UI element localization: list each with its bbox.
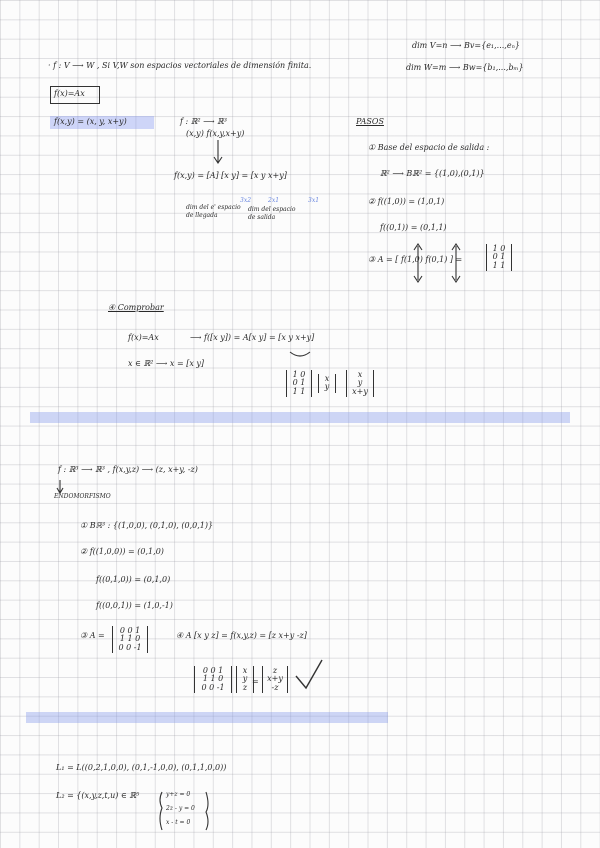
check-vector-y: y [324,382,330,392]
dim-label-3: 3x1 [308,197,320,204]
check-result-1: x [357,370,363,379]
s2-A-row-3: 0 0 -1 [118,642,142,652]
section2-map: f : ℝ³ ⟶ ℝ³ , f(x,y,z) ⟶ (z, x+y, -z) [58,465,198,474]
note-departure: dim del espacio de salida [248,206,296,221]
brace-icon [290,352,310,356]
s2-verify-vec-x: x [242,666,248,675]
s2-verify-vec-z: z [242,682,248,692]
column-arrow-icon-2 [452,244,460,282]
step2a: ② f((1,0)) = (1,0,1) [368,197,445,206]
L2-definition: L₂ = {(x,y,z,t,u) ∈ ℝ⁵ [56,791,140,800]
s2-verify-equals: = [252,677,259,686]
dim-label-1: 3x2 [240,197,252,204]
s2-verify-res-3: -z [271,682,279,692]
step2b: f((0,1)) = (0,1,1) [380,223,447,232]
down-arrow-icon [214,140,222,163]
s2-verify-row-1: 0 0 1 [202,666,224,675]
s2-step2c: f((0,0,1)) = (1,0,-1) [96,601,173,610]
fx-ax: f(x)=Ax [54,89,85,98]
check-result-2: y [357,378,363,388]
map-pairs: (x,y) f(x,y,x+y) [186,129,245,138]
s2-verify-vec-y: y [242,674,248,684]
step3-row-1: 1 0 [492,244,506,253]
step3-row-2: 0 1 [492,252,506,262]
check-vector-x: x [324,374,330,383]
step1-basis: ℝ² ⟶ Bℝ² = {(1,0),(0,1)} [380,169,485,178]
matrix-equation: f(x,y) = [A] [x y] = [x y x+y] [174,171,287,180]
step3-row-3: 1 1 [492,260,506,270]
check-domain: x ∈ ℝ² ⟶ x = [x y] [128,359,205,368]
endomorfismo-label: ENDOMORFISMO [54,493,111,500]
dim-w-line: dim W=m ⟶ Bw={b₁,...,bₘ} [406,63,524,72]
L2-eq-1: y+z = 0 [166,791,191,798]
system-brace-icon [160,792,162,830]
s2-step2a: ② f((1,0,0)) = (0,1,0) [80,547,164,556]
s2-A-row-2: 1 1 0 [119,634,141,644]
dim-v-line: dim V=n ⟶ Bv={e₁,...,eₙ} [412,41,520,50]
intro-line: · f : V ⟶ W , Si V,W son espacios vectoriales de dimensión finita. [48,61,312,70]
note-arrival: dim del e' espacio de llegada [186,204,241,219]
L2-eq-3: x - t = 0 [166,819,191,826]
dim-label-2: 2x1 [268,197,280,204]
s2-step1: ① Bℝ³ : {(1,0,0), (0,1,0), (0,0,1)} [80,521,214,530]
step4-title: ④ Comprobar [108,303,164,312]
s2-A-row-1: 0 0 1 [119,626,141,635]
L1-definition: L₁ = L((0,2,1,0,0), (0,1,-1,0,0), (0,1,1,0,0)) [56,763,227,772]
checkmark-icon [296,660,322,688]
s2-verify-res-1: z [272,666,278,675]
s2-verify-row-2: 1 1 0 [202,674,224,684]
s2-step4: ④ A [x y z] = f(x,y,z) = [z x+y -z] [176,631,307,640]
step1: ① Base del espacio de salida : [368,143,490,152]
s2-verify-row-3: 0 0 -1 [201,682,225,692]
pasos-title: PASOS [356,117,384,126]
example-map: f(x,y) = (x, y, x+y) [54,117,127,126]
check-result-3: x+y [352,386,368,396]
step3: ③ A = [ f(1,0) f(0,1) ] = [368,255,463,264]
check-rhs: ⟶ f([x y]) = A[x y] = [x y x+y] [190,333,315,342]
check-matrix-row-1: 1 0 [292,370,306,379]
map-top: f : ℝ² ⟶ ℝ³ [180,117,228,126]
L2-eq-2: 2z - y = 0 [166,805,195,812]
check-matrix-row-2: 0 1 [292,378,306,388]
system-brace-right-icon [206,792,208,830]
s2-step2b: f((0,1,0)) = (0,1,0) [96,575,171,584]
column-arrow-icon [414,244,422,282]
s2-verify-res-2: x+y [267,674,283,684]
s2-step3: ③ A = [80,631,105,640]
down-arrow-icon-2 [57,480,63,493]
check-fx: f(x)=Ax [128,333,159,342]
check-matrix-row-3: 1 1 [292,386,306,396]
